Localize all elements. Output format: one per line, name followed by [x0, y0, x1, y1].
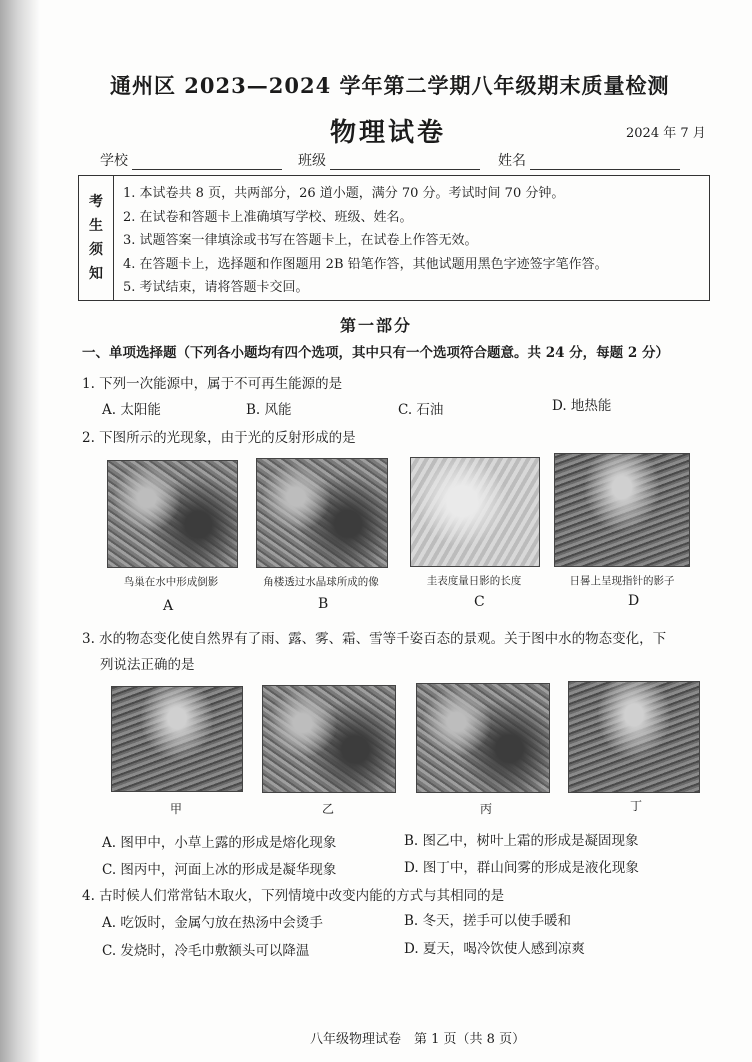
- page-footer: 八年级物理试卷 第 1 页（共 8 页）: [310, 1032, 526, 1047]
- school-blank: [132, 155, 282, 170]
- question-3-stem-line2: 列说法正确的是: [100, 657, 195, 673]
- section-heading: 一、单项选择题（下列各小题均有四个选项，其中只有一个选项符合题意。共 24 分，每题 2 分）: [82, 345, 669, 361]
- notice-side-char: 考: [89, 194, 103, 210]
- q1-option-c: C. 石油: [398, 402, 444, 418]
- q3-photo-yi-frost: [262, 685, 396, 793]
- q4-option-a: A. 吃饭时，金属勺放在热汤中会烫手: [102, 915, 323, 931]
- q3-label-bing: 丙: [480, 802, 493, 816]
- notice-item: 3. 试题答案一律填涂或书写在答题卡上，在试卷上作答无效。: [123, 233, 478, 248]
- q4-option-b: B. 冬天，搓手可以使手暖和: [404, 913, 572, 929]
- q3-label-ding: 丁: [630, 799, 643, 813]
- q3-option-d: D. 图丁中，群山间雾的形成是液化现象: [404, 860, 639, 876]
- exam-subject-title: 物理试卷: [330, 118, 447, 148]
- notice-side-char: 生: [89, 218, 103, 234]
- q2-caption-b: 角楼透过水晶球所成的像: [263, 576, 379, 588]
- q3-label-jia: 甲: [170, 802, 183, 816]
- q2-letter-d: D: [628, 593, 640, 609]
- notice-item: 5. 考试结束，请将答题卡交回。: [123, 280, 309, 295]
- class-blank: [330, 155, 480, 170]
- notice-side-char: 须: [89, 242, 103, 258]
- q3-option-c: C. 图丙中，河面上冰的形成是凝华现象: [102, 862, 337, 878]
- q2-photo-b-crystal-ball: [256, 458, 388, 568]
- q3-photo-ding-fog: [568, 681, 700, 793]
- notice-item: 2. 在试卷和答题卡上准确填写学校、班级、姓名。: [123, 209, 413, 225]
- q2-photo-c-gnomon: [410, 457, 540, 567]
- candidate-notice-box: [78, 175, 710, 301]
- part-title: 第一部分: [340, 316, 413, 335]
- notice-item: 1. 本试卷共 8 页，共两部分，26 道小题，满分 70 分。考试时间 70 分钟。: [123, 186, 565, 201]
- q3-photo-jia-dew: [111, 686, 243, 792]
- q1-option-d: D. 地热能: [552, 398, 612, 414]
- q4-option-d: D. 夏天，喝冷饮使人感到凉爽: [404, 941, 585, 957]
- name-field: [498, 150, 680, 170]
- school-field: [100, 150, 282, 170]
- q2-letter-c: C: [474, 594, 485, 610]
- q2-photo-a-bird-nest-reflection: [107, 460, 238, 568]
- question-3-stem-line1: 3. 水的物态变化使自然界有了雨、露、雾、霜、雪等千姿百态的景观。关于图中水的物态变化，下: [82, 631, 667, 647]
- q2-letter-b: B: [318, 596, 329, 612]
- q4-option-c: C. 发烧时，冷毛巾敷额头可以降温: [102, 943, 310, 959]
- class-label: 班级: [298, 153, 326, 169]
- q2-letter-a: A: [163, 598, 174, 614]
- exam-date: 2024 年 7 月: [626, 126, 706, 141]
- q1-option-a: A. 太阳能: [102, 402, 161, 418]
- q3-option-b: B. 图乙中，树叶上霜的形成是凝固现象: [404, 833, 639, 849]
- q2-caption-d: 日晷上呈现指针的影子: [569, 575, 675, 587]
- q2-photo-d-sundial: [554, 453, 690, 567]
- question-1-stem: 1. 下列一次能源中，属于不可再生能源的是: [82, 376, 343, 392]
- school-label: 学校: [100, 153, 128, 169]
- question-4-stem: 4. 古时候人们常常钻木取火，下列情境中改变内能的方式与其相同的是: [82, 888, 505, 904]
- notice-item: 4. 在答题卡上，选择题和作图题用 2B 铅笔作答，其他试题用黑色字迹签字笔作答。: [123, 256, 608, 272]
- scan-edge-shadow: [0, 0, 40, 1062]
- name-label: 姓名: [498, 153, 526, 169]
- q1-option-b: B. 风能: [246, 402, 292, 418]
- notice-items: [123, 182, 608, 300]
- q3-photo-bing-ice: [416, 683, 550, 793]
- q2-caption-c: 圭表度量日影的长度: [426, 575, 522, 587]
- notice-side-char: 知: [89, 266, 103, 282]
- exam-title: 通州区 2023—2024 学年第二学期八年级期末质量检测: [110, 73, 670, 98]
- name-blank: [530, 155, 680, 170]
- question-2-stem: 2. 下图所示的光现象，由于光的反射形成的是: [82, 430, 356, 446]
- q3-option-a: A. 图甲中，小草上露的形成是熔化现象: [102, 835, 337, 851]
- class-field: [298, 150, 480, 170]
- q3-label-yi: 乙: [322, 802, 335, 816]
- notice-side-label: [79, 176, 114, 300]
- q2-caption-a: 鸟巢在水中形成倒影: [123, 576, 219, 588]
